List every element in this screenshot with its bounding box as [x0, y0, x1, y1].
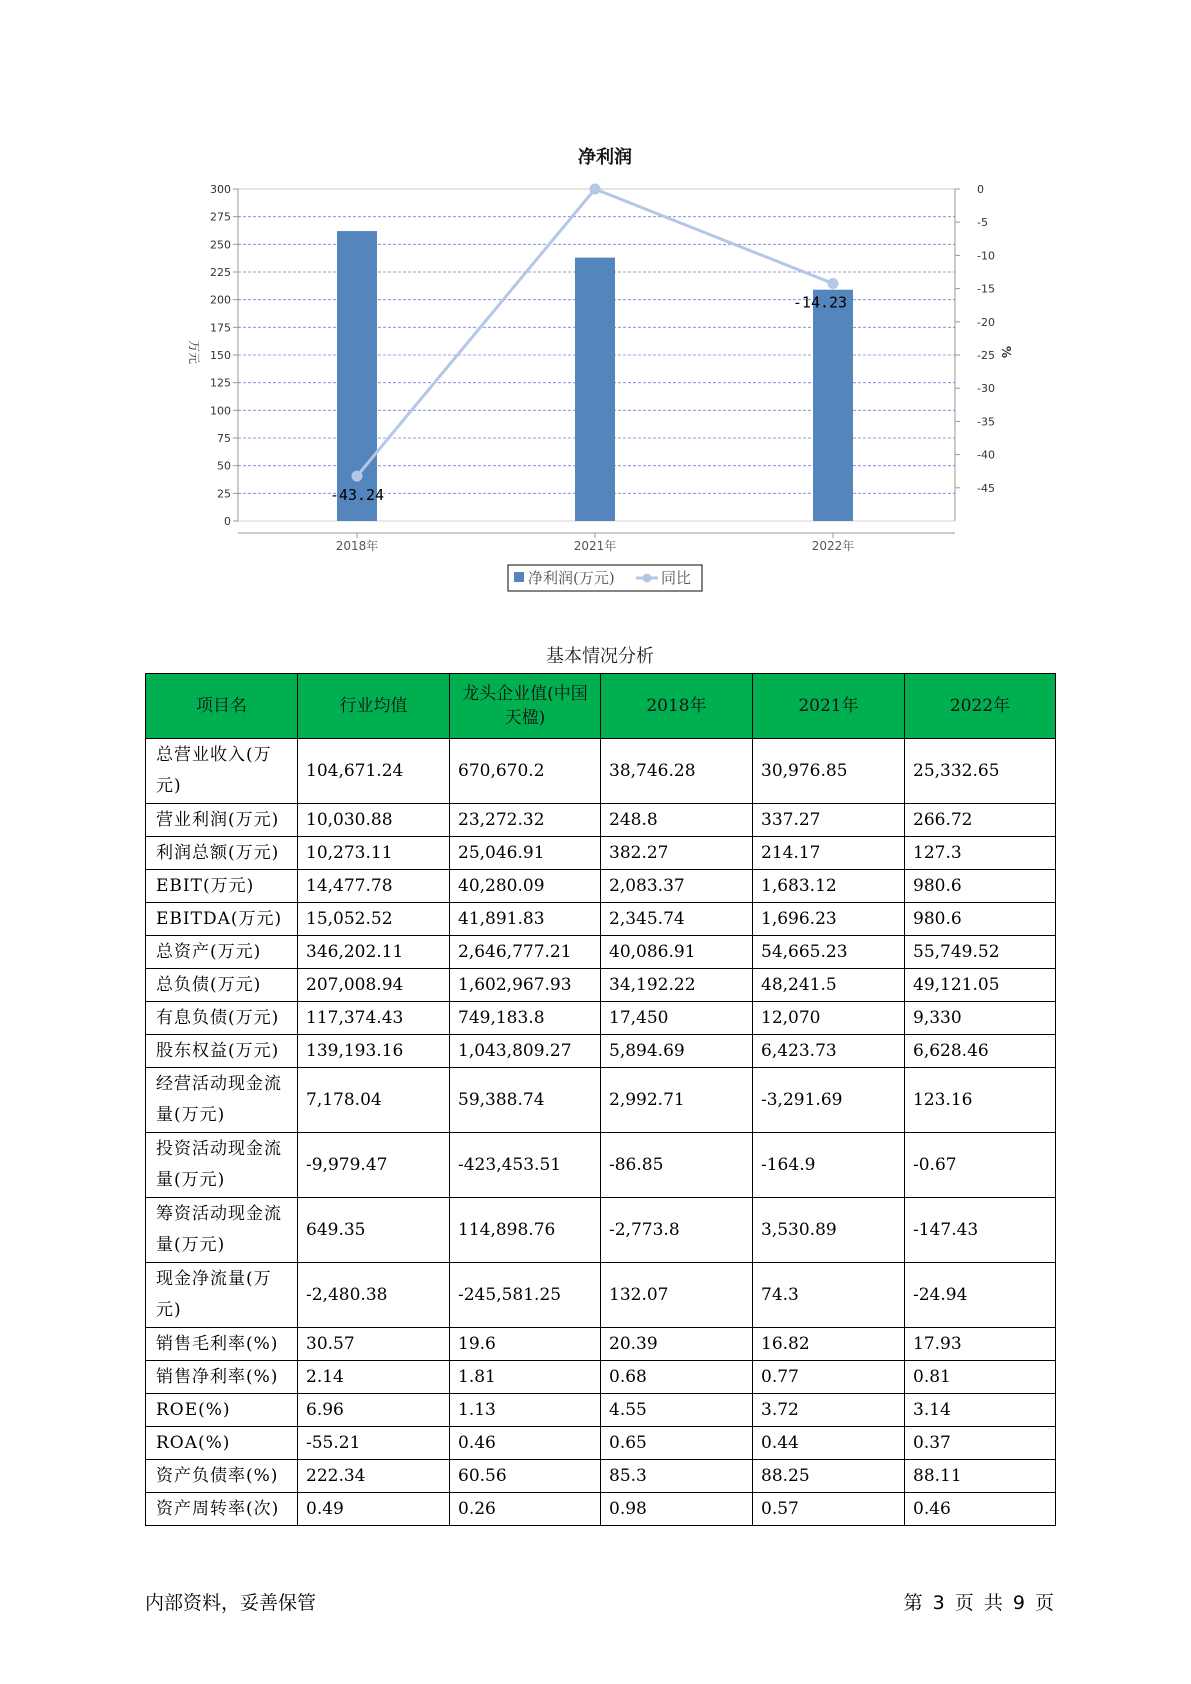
cell-value-2021: 0.77	[753, 1361, 905, 1394]
right-tick-label: -45	[977, 481, 995, 495]
cell-item-name: EBITDA(万元)	[146, 903, 298, 936]
cell-value-2021: 6,423.73	[753, 1035, 905, 1068]
table-row	[146, 1263, 1056, 1328]
cell-item-name: 销售净利率(%)	[146, 1361, 298, 1394]
yoy-point-2	[828, 278, 839, 289]
cell-value-2021: 30,976.85	[753, 739, 905, 804]
table-row	[146, 969, 1056, 1002]
cell-value-2021: 54,665.23	[753, 936, 905, 969]
cell-leader-value: 0.26	[450, 1493, 601, 1526]
cell-industry-avg: 649.35	[298, 1198, 450, 1263]
cell-item-name: 有息负债(万元)	[146, 1002, 298, 1035]
cell-value-2022: 55,749.52	[905, 936, 1056, 969]
table-row	[146, 1002, 1056, 1035]
cell-value-2018: 34,192.22	[601, 969, 753, 1002]
cell-value-2021: -3,291.69	[753, 1068, 905, 1133]
bar-1	[575, 258, 615, 521]
cell-leader-value: -245,581.25	[450, 1263, 601, 1328]
cell-value-2022: 127.3	[905, 837, 1056, 870]
cell-leader-value: 19.6	[450, 1328, 601, 1361]
cell-value-2022: 123.16	[905, 1068, 1056, 1133]
left-tick-label: 275	[210, 210, 231, 224]
cell-value-2021: 74.3	[753, 1263, 905, 1328]
table-row	[146, 1427, 1056, 1460]
table-row	[146, 739, 1056, 804]
table-row	[146, 1035, 1056, 1068]
cell-industry-avg: 7,178.04	[298, 1068, 450, 1133]
cell-industry-avg: -9,979.47	[298, 1133, 450, 1198]
cell-industry-avg: -55.21	[298, 1427, 450, 1460]
x-tick-label: 2021年	[573, 539, 617, 553]
cell-leader-value: 1,602,967.93	[450, 969, 601, 1002]
cell-item-name: 总负债(万元)	[146, 969, 298, 1002]
legend-bar-label: 净利润(万元)	[528, 569, 615, 587]
left-tick-label: 300	[210, 183, 231, 196]
header-2022: 2022年	[905, 674, 1056, 739]
cell-leader-value: 1,043,809.27	[450, 1035, 601, 1068]
left-tick-label: 100	[210, 404, 231, 418]
table-row	[146, 1493, 1056, 1526]
table-row	[146, 1361, 1056, 1394]
cell-industry-avg: 2.14	[298, 1361, 450, 1394]
cell-value-2021: -164.9	[753, 1133, 905, 1198]
table-row	[146, 837, 1056, 870]
cell-value-2018: 40,086.91	[601, 936, 753, 969]
cell-leader-value: -423,453.51	[450, 1133, 601, 1198]
cell-value-2021: 1,683.12	[753, 870, 905, 903]
basic-analysis-table	[145, 673, 1056, 1526]
cell-value-2022: 49,121.05	[905, 969, 1056, 1002]
cell-leader-value: 60.56	[450, 1460, 601, 1493]
cell-leader-value: 114,898.76	[450, 1198, 601, 1263]
cell-value-2022: 25,332.65	[905, 739, 1056, 804]
cell-industry-avg: 139,193.16	[298, 1035, 450, 1068]
cell-value-2022: 0.46	[905, 1493, 1056, 1526]
right-tick-label: -40	[977, 448, 995, 462]
cell-value-2021: 12,070	[753, 1002, 905, 1035]
cell-item-name: 总资产(万元)	[146, 936, 298, 969]
cell-industry-avg: 117,374.43	[298, 1002, 450, 1035]
header-item-name: 项目名	[146, 674, 298, 739]
cell-item-name: 资产负债率(%)	[146, 1460, 298, 1493]
cell-value-2022: 9,330	[905, 1002, 1056, 1035]
cell-value-2021: 0.44	[753, 1427, 905, 1460]
left-tick-label: 225	[210, 266, 231, 279]
cell-leader-value: 1.13	[450, 1394, 601, 1427]
cell-value-2018: 85.3	[601, 1460, 753, 1493]
cell-item-name: EBIT(万元)	[146, 870, 298, 903]
footer-confidential-note: 内部资料，妥善保管	[145, 1592, 317, 1614]
cell-industry-avg: 14,477.78	[298, 870, 450, 903]
yoy-data-label-0: -43.24	[329, 486, 385, 505]
cell-value-2018: 38,746.28	[601, 739, 753, 804]
cell-leader-value: 749,183.8	[450, 1002, 601, 1035]
cell-value-2018: 248.8	[601, 804, 753, 837]
cell-industry-avg: 207,008.94	[298, 969, 450, 1002]
bar-2	[813, 290, 853, 521]
cell-item-name: 经营活动现金流量(万元)	[146, 1068, 298, 1133]
cell-item-name: 总营业收入(万元)	[146, 739, 298, 804]
yoy-point-0	[352, 471, 363, 482]
cell-leader-value: 2,646,777.21	[450, 936, 601, 969]
legend-line-marker	[643, 574, 652, 583]
left-tick-label: 0	[224, 515, 231, 528]
header-leader-value: 龙头企业值(中国天楹)	[450, 674, 601, 739]
cell-value-2022: 980.6	[905, 870, 1056, 903]
cell-value-2022: 266.72	[905, 804, 1056, 837]
cell-leader-value: 0.46	[450, 1427, 601, 1460]
cell-value-2018: 17,450	[601, 1002, 753, 1035]
cell-industry-avg: 30.57	[298, 1328, 450, 1361]
cell-value-2021: 48,241.5	[753, 969, 905, 1002]
left-tick-label: 200	[210, 293, 231, 307]
cell-value-2018: 382.27	[601, 837, 753, 870]
cell-item-name: 销售毛利率(%)	[146, 1328, 298, 1361]
cell-value-2022: 0.37	[905, 1427, 1056, 1460]
cell-value-2018: 132.07	[601, 1263, 753, 1328]
left-tick-label: 125	[210, 376, 231, 390]
cell-industry-avg: 346,202.11	[298, 936, 450, 969]
table-row	[146, 1133, 1056, 1198]
right-axis-title: %	[999, 345, 1013, 359]
cell-leader-value: 23,272.32	[450, 804, 601, 837]
table-row	[146, 1198, 1056, 1263]
cell-value-2021: 0.57	[753, 1493, 905, 1526]
chart-title: 净利润	[578, 147, 632, 168]
cell-item-name: ROA(%)	[146, 1427, 298, 1460]
yoy-data-label-2: -14.23	[792, 293, 848, 312]
right-tick-label: -25	[977, 349, 995, 362]
cell-value-2018: 5,894.69	[601, 1035, 753, 1068]
cell-value-2022: 6,628.46	[905, 1035, 1056, 1068]
cell-value-2022: -147.43	[905, 1198, 1056, 1263]
cell-value-2022: 3.14	[905, 1394, 1056, 1427]
cell-item-name: 股东权益(万元)	[146, 1035, 298, 1068]
left-tick-label: 175	[210, 321, 231, 335]
cell-leader-value: 25,046.91	[450, 837, 601, 870]
cell-value-2018: 0.65	[601, 1427, 753, 1460]
cell-industry-avg: 10,030.88	[298, 804, 450, 837]
header-2021: 2021年	[753, 674, 905, 739]
cell-item-name: 现金净流量(万元)	[146, 1263, 298, 1328]
cell-industry-avg: 10,273.11	[298, 837, 450, 870]
cell-value-2018: 0.98	[601, 1493, 753, 1526]
right-tick-label: -30	[977, 382, 995, 396]
table-row	[146, 870, 1056, 903]
cell-item-name: 投资活动现金流量(万元)	[146, 1133, 298, 1198]
x-tick-label: 2018年	[335, 539, 379, 553]
cell-item-name: 利润总额(万元)	[146, 837, 298, 870]
cell-value-2021: 16.82	[753, 1328, 905, 1361]
cell-industry-avg: -2,480.38	[298, 1263, 450, 1328]
cell-leader-value: 1.81	[450, 1361, 601, 1394]
cell-value-2022: -24.94	[905, 1263, 1056, 1328]
left-tick-label: 250	[210, 238, 231, 252]
net-profit-chart	[0, 0, 1191, 600]
right-tick-label: -10	[977, 249, 995, 263]
right-tick-label: -20	[977, 315, 995, 329]
cell-leader-value: 41,891.83	[450, 903, 601, 936]
cell-leader-value: 40,280.09	[450, 870, 601, 903]
cell-value-2021: 3.72	[753, 1394, 905, 1427]
cell-industry-avg: 6.96	[298, 1394, 450, 1427]
cell-value-2021: 3,530.89	[753, 1198, 905, 1263]
cell-value-2018: 4.55	[601, 1394, 753, 1427]
cell-value-2018: 20.39	[601, 1328, 753, 1361]
table-row	[146, 936, 1056, 969]
cell-value-2018: -86.85	[601, 1133, 753, 1198]
cell-value-2022: 88.11	[905, 1460, 1056, 1493]
cell-item-name: 筹资活动现金流量(万元)	[146, 1198, 298, 1263]
cell-leader-value: 59,388.74	[450, 1068, 601, 1133]
table-row	[146, 903, 1056, 936]
cell-item-name: ROE(%)	[146, 1394, 298, 1427]
cell-item-name: 营业利润(万元)	[146, 804, 298, 837]
cell-value-2018: 0.68	[601, 1361, 753, 1394]
cell-value-2022: 0.81	[905, 1361, 1056, 1394]
cell-leader-value: 670,670.2	[450, 739, 601, 804]
header-industry-avg: 行业均值	[298, 674, 450, 739]
cell-value-2018: -2,773.8	[601, 1198, 753, 1263]
cell-value-2018: 2,992.71	[601, 1068, 753, 1133]
header-2018: 2018年	[601, 674, 753, 739]
x-tick-label: 2022年	[811, 539, 855, 553]
legend-line-label: 同比	[661, 569, 692, 587]
footer-page-number: 第 3 页 共 9 页	[903, 1592, 1054, 1614]
table-row	[146, 1068, 1056, 1133]
cell-item-name: 资产周转率(次)	[146, 1493, 298, 1526]
cell-value-2018: 2,083.37	[601, 870, 753, 903]
cell-value-2022: 17.93	[905, 1328, 1056, 1361]
left-axis-title: 万元	[187, 339, 201, 365]
table-header-row	[146, 674, 1056, 739]
table-caption: 基本情况分析	[546, 646, 654, 667]
table-row	[146, 1394, 1056, 1427]
right-tick-label: 0	[977, 183, 984, 196]
left-tick-label: 25	[217, 487, 231, 501]
cell-value-2021: 1,696.23	[753, 903, 905, 936]
cell-value-2022: -0.67	[905, 1133, 1056, 1198]
right-tick-label: -15	[977, 282, 995, 296]
table-row	[146, 804, 1056, 837]
left-tick-label: 75	[217, 432, 231, 445]
cell-value-2021: 214.17	[753, 837, 905, 870]
table-row	[146, 1460, 1056, 1493]
table-row	[146, 1328, 1056, 1361]
cell-value-2021: 337.27	[753, 804, 905, 837]
legend-bar-swatch	[514, 572, 524, 582]
right-tick-label: -35	[977, 415, 995, 429]
left-tick-label: 150	[210, 349, 231, 362]
cell-industry-avg: 222.34	[298, 1460, 450, 1493]
yoy-point-1	[590, 184, 601, 195]
cell-value-2018: 2,345.74	[601, 903, 753, 936]
cell-industry-avg: 15,052.52	[298, 903, 450, 936]
cell-value-2022: 980.6	[905, 903, 1056, 936]
cell-industry-avg: 104,671.24	[298, 739, 450, 804]
cell-value-2021: 88.25	[753, 1460, 905, 1493]
left-tick-label: 50	[217, 459, 231, 473]
right-tick-label: -5	[977, 216, 988, 230]
cell-industry-avg: 0.49	[298, 1493, 450, 1526]
